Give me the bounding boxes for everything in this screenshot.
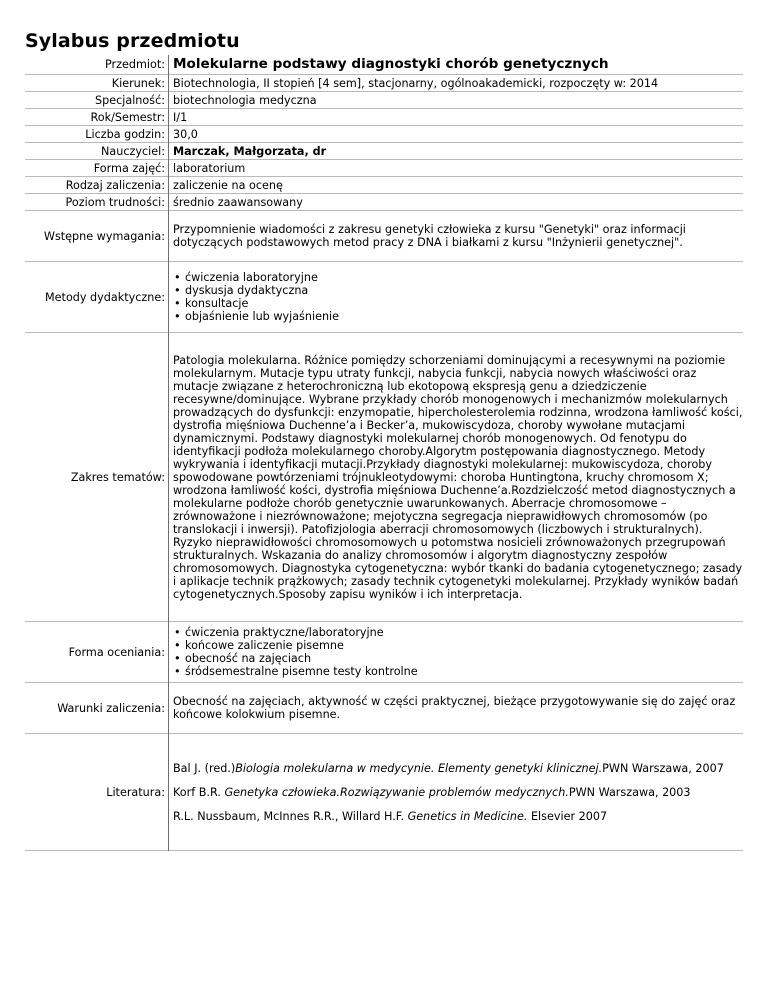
label-wymagania: Wstępne wymagania: xyxy=(25,211,169,262)
value-rodzaj: zaliczenie na ocenę xyxy=(173,178,283,192)
list-item: • końcowe zaliczenie pisemne xyxy=(173,639,743,652)
ref-author: Korf B.R. xyxy=(173,785,221,799)
label-specjalnosc: Specjalność: xyxy=(25,92,169,109)
label-ocenianie: Forma oceniania: xyxy=(25,622,169,683)
syllabus-table xyxy=(25,55,743,851)
value-zakres: Patologia molekularna. Różnice pomiędzy schorzeniami dominującymi a recesywnymi na poziomie molekularnym. Mutacje typu utraty funkcji, nabycia funkcji, nabycia nowych właściwości oraz mutacje związane z heterochroniczną lub ekotopową ekspresją genu a dziedziczenie recesywne/dominujące. Wybrane przykłady chorób monogenowych i mechanizmów molekularnych prowadzących do dysfunkcji: enzymopatie, hipercholesterolemia rodzinna, wrodzona łamliwość kości, dystrofia mięśniowa Duchenne’a i Becker’a, mukowiscydoza, choroby wywołane mutacjami dynamicznymi. Podstawy diagnostyki molekularnej chorób monogenowych. Od fenotypu do identyfikacji podłoża molekularnego choroby.Algorytm postępowania diagnostycznego. Metody wykrywania i identyfikacji mutacji.Przykłady diagnostyki molekularnej: mukowiscydoza, choroby spowodowane powtórzeniami trójnukleotydowymi: choroba Huntingtona, kruchy chromosom X; wrodzona łamliwość kości, dystrofia mięśniowa Duchenne’a.Rozdzielczość metod diagnostycznych a molekularne podłoże chorób genetycznie uwarunkowanych. Aberracje chromosomowe – zrównoważone i niezrównoważone; mejotyczna segregacja nieprawidłowych chromosomów (po translokacji i inwersji). Patofizjologia aberracji chromosomowych (liczbowych i strukturalnych). Ryzyko nieprawidłowości chromosomowych u potomstwa nosicieli zrównoważonych przegrupowań strukturalnych. Wskazania do analizy chromosomów i algorytm diagnostyczny zespołów chromosomowych. Diagnostyka cytogenetyczna: wybór tkanki do badania cytogenetycznego; zasady i aplikacje technik prążkowych; zasady technik cytogenetyki molekularnej. Przykłady wyników badań cytogenetycznych.Sposoby zapisu wyników i ich interpretacja. xyxy=(173,353,743,601)
row-nauczyciel xyxy=(25,143,743,160)
ref-publisher: PWN Warszawa, 2007 xyxy=(602,761,724,775)
ref-publisher: PWN Warszawa, 2003 xyxy=(568,785,691,799)
list-item: • ćwiczenia laboratoryjne xyxy=(173,271,743,284)
ref-author: Bal J. (red.) xyxy=(173,761,236,775)
value-poziom: średnio zaawansowany xyxy=(173,195,303,209)
ref-title: Genetics in Medicine. xyxy=(407,809,528,823)
ref-author: R.L. Nussbaum, McInnes R.R., Willard H.F. xyxy=(173,809,404,823)
list-item: • ćwiczenia praktyczne/laboratoryjne xyxy=(173,626,743,639)
value-warunki: Obecność na zajęciach, aktywność w części praktycznej, bieżące przygotowywanie się do zajęć oraz końcowe kolokwium pisemne. xyxy=(173,695,736,721)
ocenianie-list xyxy=(173,626,743,678)
list-item: • konsultacje xyxy=(173,297,743,310)
value-rok: I/1 xyxy=(173,110,188,124)
value-nauczyciel: Marczak, Małgorzata, dr xyxy=(173,144,327,158)
reference-item xyxy=(173,762,743,775)
metody-list xyxy=(173,271,743,323)
row-rodzaj xyxy=(25,177,743,194)
page-title: Sylabus przedmiotu xyxy=(25,30,240,52)
label-zakres: Zakres tematów: xyxy=(25,333,169,622)
row-warunki xyxy=(25,683,743,734)
reference-item xyxy=(173,810,743,823)
label-kierunek: Kierunek: xyxy=(25,75,169,92)
list-item: • objaśnienie lub wyjaśnienie xyxy=(173,310,743,323)
label-rodzaj: Rodzaj zaliczenia: xyxy=(25,177,169,194)
row-godziny xyxy=(25,126,743,143)
row-specjalnosc xyxy=(25,92,743,109)
value-wymagania: Przypomnienie wiadomości z zakresu genetyki człowieka z kursu "Genetyki" oraz informacji dotyczących podstawowych metod pracy z DNA i białkami z kursu "Inżynierii genetycznej". xyxy=(173,223,686,249)
row-ocenianie xyxy=(25,622,743,683)
row-kierunek xyxy=(25,75,743,92)
row-zakres xyxy=(25,333,743,622)
ref-title: Genetyka człowieka.Rozwiązywanie problemów medycznych. xyxy=(224,785,569,799)
label-poziom: Poziom trudności: xyxy=(25,194,169,211)
row-wymagania xyxy=(25,211,743,262)
row-przedmiot xyxy=(25,55,743,75)
ref-title: Biologia molekularna w medycynie. Elementy genetyki klinicznej. xyxy=(235,761,603,775)
label-przedmiot: Przedmiot: xyxy=(25,55,169,75)
value-forma-zajec: laboratorium xyxy=(173,161,246,175)
list-item: • obecność na zajęciach xyxy=(173,652,743,665)
value-godziny: 30,0 xyxy=(173,127,198,141)
row-literatura xyxy=(25,734,743,851)
row-poziom xyxy=(25,194,743,211)
value-kierunek: Biotechnologia, II stopień [4 sem], stacjonarny, ogólnoakademicki, rozpoczęty w: 2014 xyxy=(173,76,659,90)
value-specjalnosc: biotechnologia medyczna xyxy=(173,93,317,107)
course-title: Molekularne podstawy diagnostyki chorób genetycznych xyxy=(173,56,609,72)
label-rok: Rok/Semestr: xyxy=(25,109,169,126)
row-rok xyxy=(25,109,743,126)
label-warunki: Warunki zaliczenia: xyxy=(25,683,169,734)
label-literatura: Literatura: xyxy=(25,734,169,851)
list-item: • śródsemestralne pisemne testy kontrolne xyxy=(173,665,743,678)
label-forma-zajec: Forma zajęć: xyxy=(25,160,169,177)
list-item: • dyskusja dydaktyczna xyxy=(173,284,743,297)
label-nauczyciel: Nauczyciel: xyxy=(25,143,169,160)
row-forma-zajec xyxy=(25,160,743,177)
row-metody xyxy=(25,262,743,333)
label-godziny: Liczba godzin: xyxy=(25,126,169,143)
reference-item xyxy=(173,786,743,799)
label-metody: Metody dydaktyczne: xyxy=(25,262,169,333)
ref-publisher: Elsevier 2007 xyxy=(527,809,608,823)
